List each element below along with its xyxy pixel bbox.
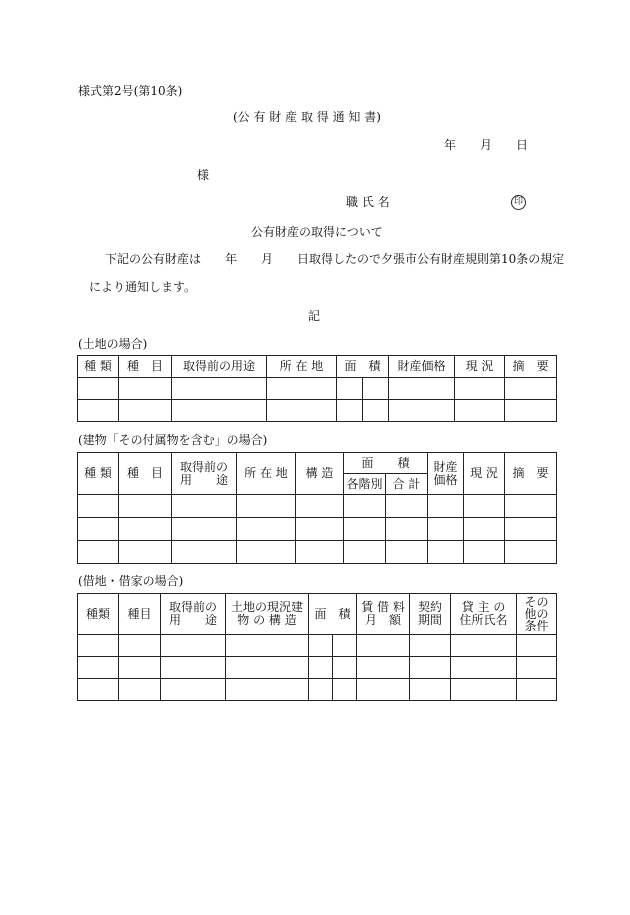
building-header-area: 面 積 [344,453,428,474]
building-header-prior-use: 取得前の 用 途 [172,453,237,495]
building-header-item: 種 目 [119,453,172,495]
subject-line: 公有財産の取得について [251,225,383,239]
lease-header-row [78,594,557,635]
land-header-location: 所 在 地 [267,356,337,378]
lease-header-area: 面 積 [309,594,357,635]
document-title: (公 有 財 産 取 得 通 知 書) [233,110,381,124]
lease-header-lender: 貸 主 の 住所氏名 [451,594,517,635]
lease-header-item: 種目 [119,594,161,635]
lease-header-prior-use: 取得前の 用 途 [161,594,226,635]
table-row [78,541,557,564]
lease-caption: (借地・借家の場合) [78,574,184,588]
land-header-row [78,356,557,378]
building-header-location: 所 在 地 [237,453,296,495]
land-header-item: 種 目 [119,356,172,378]
land-header-status: 現 況 [455,356,505,378]
building-header-area-floor: 各階別 [344,474,386,495]
building-header-type: 種 類 [78,453,119,495]
building-header-summary: 摘 要 [505,453,557,495]
seal-icon: 印 [511,193,526,210]
date-line: 年 月 日 [444,138,529,152]
body-line-2: により通知します。 [89,280,197,294]
land-header-type: 種 類 [78,356,119,378]
table-row [78,657,557,679]
table-row [78,400,557,422]
table-row [78,518,557,541]
building-caption: (建物「その付属物を含む」の場合) [78,433,268,447]
lease-table [77,593,557,701]
lease-header-other: その 他の 条件 [517,594,557,635]
building-table [77,452,557,564]
form-number: 様式第2号(第10条) [78,84,183,98]
building-header-value: 財産 価格 [428,453,464,495]
table-row [78,495,557,518]
body-line-1: 下記の公有財産は 年 月 日取得したので夕張市公有財産規則第10条の規定 [105,252,565,266]
lease-header-type: 種類 [78,594,119,635]
land-table [77,355,557,422]
lease-header-contract: 契約 期間 [410,594,451,635]
land-header-summary: 摘 要 [505,356,557,378]
lease-header-land-structure: 土地の現況建 物 の 構 造 [226,594,309,635]
building-header-status: 現 況 [464,453,505,495]
land-header-area: 面 積 [337,356,389,378]
table-row [78,378,557,400]
land-header-value: 財産価格 [389,356,455,378]
lease-header-rent: 賃 借 料 月 額 [357,594,410,635]
land-header-prior-use: 取得前の用途 [172,356,267,378]
table-row [78,679,557,701]
building-header-structure: 構 造 [296,453,344,495]
sender-label: 職 氏 名 [346,195,390,209]
ki-heading: 記 [308,309,321,323]
land-caption: (土地の場合) [78,337,148,351]
building-header-area-total: 合 計 [386,474,428,495]
addressee-suffix: 様 [197,168,210,182]
building-header-row-1 [78,453,557,474]
table-row [78,635,557,657]
